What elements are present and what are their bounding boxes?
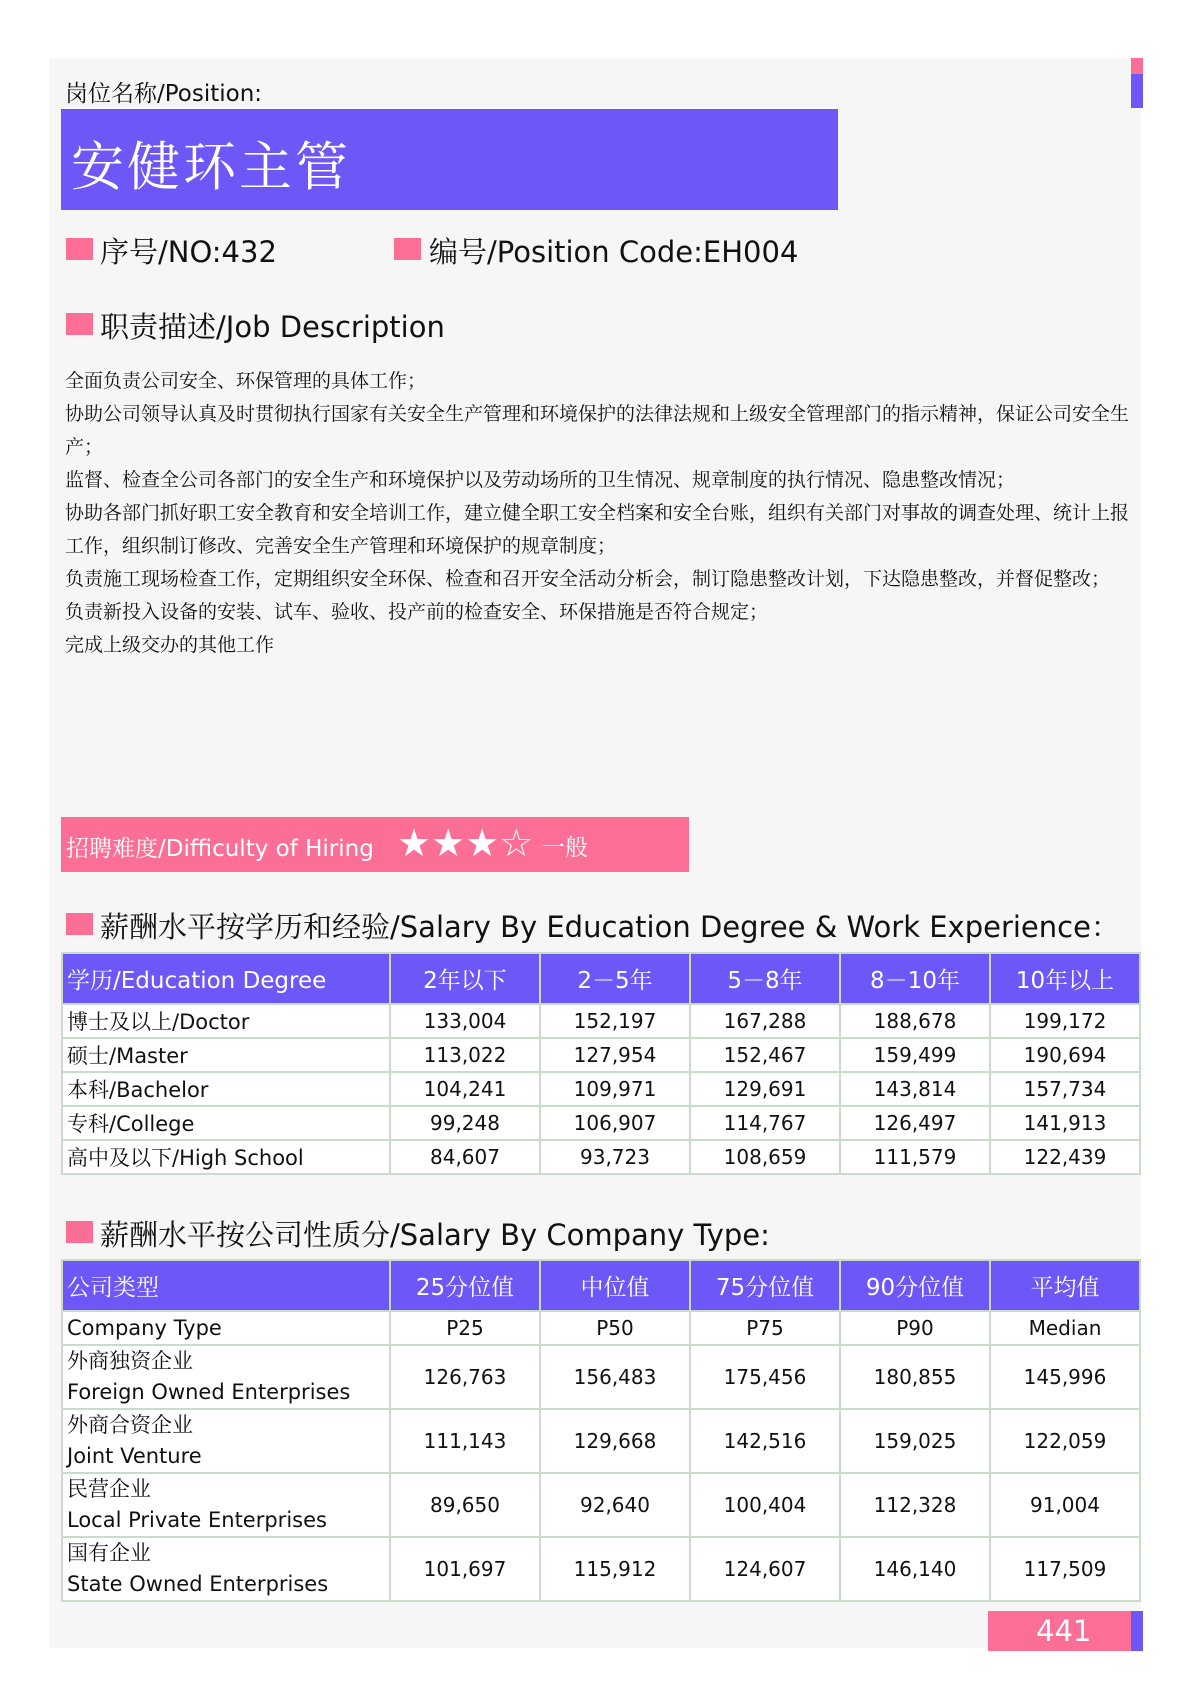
table-row xyxy=(62,1537,1140,1601)
column-header: 平均值 xyxy=(990,1260,1140,1311)
column-header: 公司类型 xyxy=(62,1260,390,1311)
row-label xyxy=(62,1409,390,1473)
table-cell: P75 xyxy=(690,1311,840,1345)
column-header: 2－5年 xyxy=(540,953,690,1004)
duty-line: 协助公司领导认真及时贯彻执行国家有关安全生产管理和环境保护的法律法规和上级安全管理部门的指示精神，保证公司安全生产； xyxy=(65,403,1130,458)
row-label: 博士及以上/Doctor xyxy=(62,1004,390,1038)
table-subheader-row xyxy=(62,1311,1140,1345)
table-cell: P90 xyxy=(840,1311,990,1345)
table-cell: 180,855 xyxy=(840,1345,990,1409)
corner-accent-pink xyxy=(1131,58,1143,74)
job-description-heading: 职责描述/Job Description xyxy=(100,310,445,344)
table-cell: 106,907 xyxy=(540,1106,690,1140)
table-cell: 143,814 xyxy=(840,1072,990,1106)
table-cell: 93,723 xyxy=(540,1140,690,1174)
row-label: 高中及以下/High School xyxy=(62,1140,390,1174)
difficulty-banner xyxy=(61,817,689,872)
table-row xyxy=(62,1072,1140,1106)
salary-company-table xyxy=(61,1259,1141,1602)
column-header: 25分位值 xyxy=(390,1260,540,1311)
table-cell: 167,288 xyxy=(690,1004,840,1038)
table-cell: 101,697 xyxy=(390,1537,540,1601)
column-header: 中位值 xyxy=(540,1260,690,1311)
table-cell: 152,467 xyxy=(690,1038,840,1072)
table-cell: 126,763 xyxy=(390,1345,540,1409)
position-number: 序号/NO:432 xyxy=(100,235,277,269)
table-cell: 115,912 xyxy=(540,1537,690,1601)
table-row xyxy=(62,1106,1140,1140)
company-type-cn: 民营企业 xyxy=(67,1477,151,1501)
column-header: 75分位值 xyxy=(690,1260,840,1311)
bullet-square xyxy=(66,913,93,935)
table-header-row xyxy=(62,953,1140,1004)
table-row xyxy=(62,1345,1140,1409)
table-cell: 159,025 xyxy=(840,1409,990,1473)
column-header: 10年以上 xyxy=(990,953,1140,1004)
table-cell: 129,691 xyxy=(690,1072,840,1106)
duty-line: 负责施工现场检查工作，定期组织安全环保、检查和召开安全活动分析会，制订隐患整改计划，下达隐患整改，并督促整改； xyxy=(65,568,1111,590)
company-type-en: Foreign Owned Enterprises xyxy=(67,1380,351,1404)
table-cell: 124,607 xyxy=(690,1537,840,1601)
table-cell: 133,004 xyxy=(390,1004,540,1038)
table-cell: 129,668 xyxy=(540,1409,690,1473)
table-cell: 142,516 xyxy=(690,1409,840,1473)
salary-company-heading: 薪酬水平按公司性质分/Salary By Company Type: xyxy=(100,1218,770,1252)
position-code: 编号/Position Code:EH004 xyxy=(429,235,799,269)
star-rating-icon: ★★★☆ xyxy=(397,821,534,865)
table-cell: 146,140 xyxy=(840,1537,990,1601)
bullet-square xyxy=(66,238,93,260)
column-header: 5－8年 xyxy=(690,953,840,1004)
table-cell: 188,678 xyxy=(840,1004,990,1038)
duty-line: 监督、检查全公司各部门的安全生产和环境保护以及劳动场所的卫生情况、规章制度的执行情况、隐患整改情况； xyxy=(65,469,1016,491)
table-row xyxy=(62,1004,1140,1038)
table-cell: 126,497 xyxy=(840,1106,990,1140)
duty-line: 全面负责公司安全、环保管理的具体工作； xyxy=(65,370,427,392)
row-label xyxy=(62,1537,390,1601)
table-cell: 84,607 xyxy=(390,1140,540,1174)
page-number: 441 xyxy=(1036,1614,1092,1648)
column-header: 2年以下 xyxy=(390,953,540,1004)
salary-education-table xyxy=(61,952,1141,1175)
table-cell: 108,659 xyxy=(690,1140,840,1174)
job-description-text xyxy=(65,365,1143,662)
table-cell: 100,404 xyxy=(690,1473,840,1537)
table-cell: 114,767 xyxy=(690,1106,840,1140)
table-cell: 127,954 xyxy=(540,1038,690,1072)
table-row xyxy=(62,1038,1140,1072)
bullet-square xyxy=(394,238,421,260)
row-label: 专科/College xyxy=(62,1106,390,1140)
table-row xyxy=(62,1140,1140,1174)
table-cell: 111,579 xyxy=(840,1140,990,1174)
row-label xyxy=(62,1473,390,1537)
page-number-accent xyxy=(1131,1611,1143,1651)
table-cell: 117,509 xyxy=(990,1537,1140,1601)
row-label: Company Type xyxy=(62,1311,390,1345)
table-cell: 91,004 xyxy=(990,1473,1140,1537)
table-cell: 190,694 xyxy=(990,1038,1140,1072)
table-cell: 141,913 xyxy=(990,1106,1140,1140)
company-type-en: State Owned Enterprises xyxy=(67,1572,329,1596)
table-cell: 109,971 xyxy=(540,1072,690,1106)
company-type-cn: 外商合资企业 xyxy=(67,1413,193,1437)
row-label xyxy=(62,1345,390,1409)
table-cell: 113,022 xyxy=(390,1038,540,1072)
table-cell: 92,640 xyxy=(540,1473,690,1537)
table-cell: Median xyxy=(990,1311,1140,1345)
table-cell: 199,172 xyxy=(990,1004,1140,1038)
company-type-en: Joint Venture xyxy=(67,1444,202,1468)
table-cell: 175,456 xyxy=(690,1345,840,1409)
bullet-square xyxy=(66,313,93,335)
table-cell: 122,439 xyxy=(990,1140,1140,1174)
duty-line: 协助各部门抓好职工安全教育和安全培训工作，建立健全职工安全档案和安全台账，组织有关部门对事故的调查处理、统计上报工作，组织制订修改、完善安全生产管理和环境保护的规章制度； xyxy=(65,502,1130,557)
row-label: 本科/Bachelor xyxy=(62,1072,390,1106)
table-cell: 157,734 xyxy=(990,1072,1140,1106)
table-cell: 112,328 xyxy=(840,1473,990,1537)
company-type-cn: 国有企业 xyxy=(67,1541,151,1565)
column-header: 90分位值 xyxy=(840,1260,990,1311)
table-cell: P25 xyxy=(390,1311,540,1345)
table-cell: 99,248 xyxy=(390,1106,540,1140)
company-type-cn: 外商独资企业 xyxy=(67,1349,193,1373)
page-number-badge xyxy=(988,1611,1138,1651)
column-header: 8－10年 xyxy=(840,953,990,1004)
duty-line: 负责新投入设备的安装、试车、验收、投产前的检查安全、环保措施是否符合规定； xyxy=(65,601,769,623)
bullet-square xyxy=(66,1221,93,1243)
table-cell: 122,059 xyxy=(990,1409,1140,1473)
difficulty-level: 一般 xyxy=(542,835,588,861)
table-cell: 111,143 xyxy=(390,1409,540,1473)
title-banner xyxy=(61,109,838,210)
table-cell: 159,499 xyxy=(840,1038,990,1072)
page-title: 安健环主管 xyxy=(71,137,351,198)
salary-education-heading: 薪酬水平按学历和经验/Salary By Education Degree & Work Experience： xyxy=(100,910,1120,944)
company-type-en: Local Private Enterprises xyxy=(67,1508,327,1532)
corner-accent-purple xyxy=(1131,74,1143,108)
duty-line: 完成上级交办的其他工作 xyxy=(65,634,275,656)
table-cell: P50 xyxy=(540,1311,690,1345)
difficulty-label: 招聘难度/Difficulty of Hiring xyxy=(66,836,374,862)
column-header: 学历/Education Degree xyxy=(62,953,390,1004)
table-cell: 104,241 xyxy=(390,1072,540,1106)
table-row xyxy=(62,1409,1140,1473)
table-cell: 89,650 xyxy=(390,1473,540,1537)
table-cell: 145,996 xyxy=(990,1345,1140,1409)
table-row xyxy=(62,1473,1140,1537)
table-cell: 152,197 xyxy=(540,1004,690,1038)
position-label: 岗位名称/Position: xyxy=(65,81,263,107)
row-label: 硕士/Master xyxy=(62,1038,390,1072)
table-cell: 156,483 xyxy=(540,1345,690,1409)
table-header-row xyxy=(62,1260,1140,1311)
